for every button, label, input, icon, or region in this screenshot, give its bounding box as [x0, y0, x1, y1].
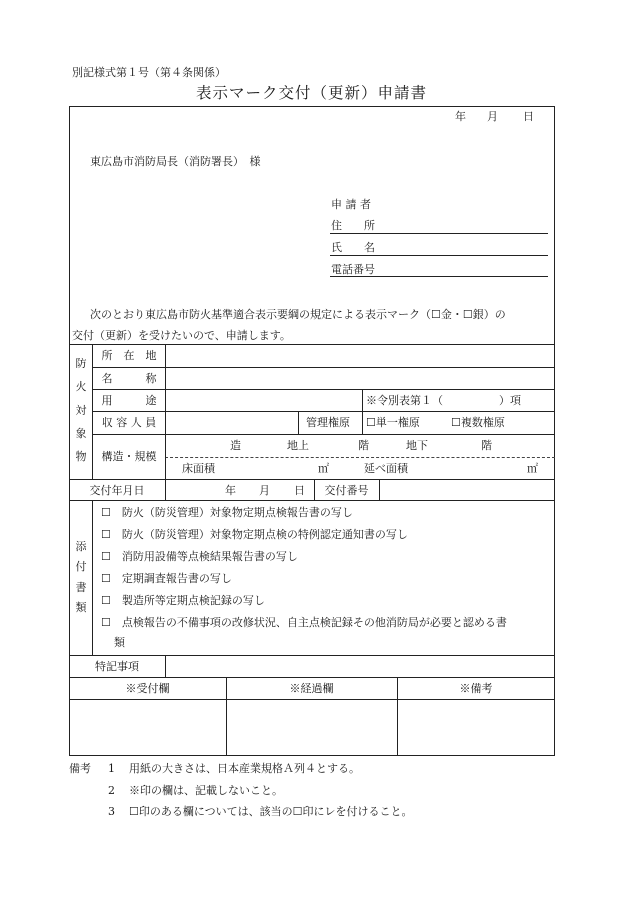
label-char: 対: [75, 403, 87, 417]
row-line: [69, 699, 555, 700]
name-label: 名 称: [101, 372, 157, 385]
col-line: [165, 344, 166, 479]
attachment-item-checkbox[interactable]: ☐ 消防用設備等点検結果報告書の写し: [101, 550, 298, 563]
location-label: 所 在 地: [101, 349, 157, 362]
note-text: 用紙の大きさは、日本産業規格Ａ列４とする。: [129, 762, 360, 775]
use-field[interactable]: [168, 392, 358, 408]
issue-month-label: 月: [259, 484, 270, 497]
col-line: [165, 479, 166, 500]
issue-number-label: 交付番号: [324, 484, 369, 497]
use-label: 用 途: [101, 394, 157, 407]
notes-heading: 備考: [69, 762, 91, 775]
name-field[interactable]: [168, 370, 552, 386]
use-ref-prefix: ※令別表第１（: [366, 394, 443, 407]
structure-floor-2: 階: [481, 439, 492, 452]
col-line: [92, 500, 93, 655]
date-month-label: 月: [487, 110, 498, 123]
note-number: 2: [108, 784, 115, 797]
date-year-label: 年: [455, 110, 466, 123]
row-line: [69, 479, 555, 480]
date-day-label: 日: [523, 110, 534, 123]
special-notes-label: 特記事項: [95, 660, 139, 673]
applicant-heading: 申 請 者: [331, 198, 371, 211]
label-char: 防: [75, 357, 87, 370]
attachment-item-continuation: 類: [114, 636, 125, 649]
label-char: 類: [75, 600, 87, 614]
form-reference: 別記様式第１号（第４条関係）: [72, 66, 226, 79]
structure-label: 構造・規模: [101, 450, 157, 463]
applicant-phone-label: 電話番号: [331, 263, 375, 276]
attachment-item-checkbox[interactable]: ☐ 定期調査報告書の写し: [101, 572, 232, 585]
row-line: [69, 677, 555, 678]
addressee: 東広島市消防局長（消防署長） 様: [90, 155, 261, 168]
remarks-column-header: ※備考: [459, 682, 493, 695]
attachment-item-checkbox[interactable]: ☐ 防火（防災管理）対象物定期点検の特例認定通知書の写し: [101, 528, 408, 541]
floor-area-unit: ㎡: [318, 462, 329, 475]
label-char: 火: [75, 380, 87, 394]
row-line: [92, 411, 555, 412]
intro-line-2: 交付（更新）を受けたいので、申請します。: [72, 329, 291, 342]
issue-day-label: 日: [294, 484, 305, 497]
row-line: [69, 344, 555, 345]
row-line: [92, 434, 555, 435]
issue-year-label: 年: [225, 484, 236, 497]
progress-column-header: ※経過欄: [289, 682, 334, 695]
attachment-item-checkbox[interactable]: ☐ 製造所等定期点検記録の写し: [101, 594, 265, 607]
row-line: [69, 500, 555, 501]
authority-label: 管理権原: [306, 416, 350, 429]
col-line: [379, 479, 380, 500]
col-line: [298, 411, 299, 434]
row-line: [69, 655, 555, 656]
structure-dashed-line: [165, 457, 555, 458]
label-char: 物: [75, 450, 87, 463]
receipt-column-header: ※受付欄: [125, 682, 170, 695]
applicant-phone-underline: [330, 276, 548, 277]
capacity-label: 収 容 人 員: [101, 416, 157, 429]
total-area-unit: ㎡: [527, 462, 538, 475]
note-text: ※印の欄は、記載しないこと。: [129, 784, 283, 797]
multiple-authority-checkbox[interactable]: ☐複数権原: [451, 416, 505, 429]
attachment-item-checkbox[interactable]: ☐ 点検報告の不備事項の改修状況、自主点検記録その他消防局が必要と認める書: [101, 616, 507, 629]
label-char: 象: [75, 426, 87, 440]
row-line: [92, 389, 555, 390]
intro-line-1: 次のとおり東広島市防火基準適合表示要綱の規定による表示マーク（☐金・☐銀）の: [90, 308, 506, 321]
location-field[interactable]: [168, 348, 552, 364]
applicant-name-underline: [330, 255, 548, 256]
floor-area-label: 床面積: [182, 462, 215, 475]
issue-date-label: 交付年月日: [89, 484, 145, 497]
single-authority-checkbox[interactable]: ☐単一権原: [366, 416, 420, 429]
applicant-phone-field[interactable]: [380, 264, 545, 276]
applicant-address-underline: [330, 233, 548, 234]
structure-below: 地下: [406, 439, 428, 452]
special-notes-field[interactable]: [168, 658, 552, 674]
note-text: ☐印のある欄については、該当の☐印にレを付けること。: [129, 805, 413, 818]
col-line: [362, 389, 363, 434]
note-number: 1: [108, 762, 115, 775]
applicant-address-field[interactable]: [380, 220, 545, 232]
applicant-address-label: 住 所: [331, 219, 375, 232]
capacity-field[interactable]: [168, 414, 294, 430]
structure-zo: 造: [230, 439, 241, 452]
structure-floor-1: 階: [358, 439, 369, 452]
col-line: [165, 655, 166, 677]
page-title: 表示マーク交付（更新）申請書: [196, 84, 428, 102]
use-ref-suffix: ）項: [499, 394, 521, 407]
attachment-item-checkbox[interactable]: ☐ 防火（防災管理）対象物定期点検報告書の写し: [101, 506, 353, 519]
target-object-label: [70, 358, 92, 462]
applicant-name-field[interactable]: [380, 242, 545, 254]
note-number: 3: [108, 805, 115, 818]
structure-above: 地上: [287, 439, 309, 452]
row-line: [92, 367, 555, 368]
issue-number-field[interactable]: [382, 483, 552, 498]
total-area-label: 延べ面積: [364, 462, 408, 475]
label-char: 添: [75, 540, 87, 553]
applicant-name-label: 氏 名: [331, 241, 375, 254]
label-char: 書: [75, 580, 87, 594]
attachments-label: [70, 541, 92, 613]
label-char: 付: [75, 560, 87, 574]
